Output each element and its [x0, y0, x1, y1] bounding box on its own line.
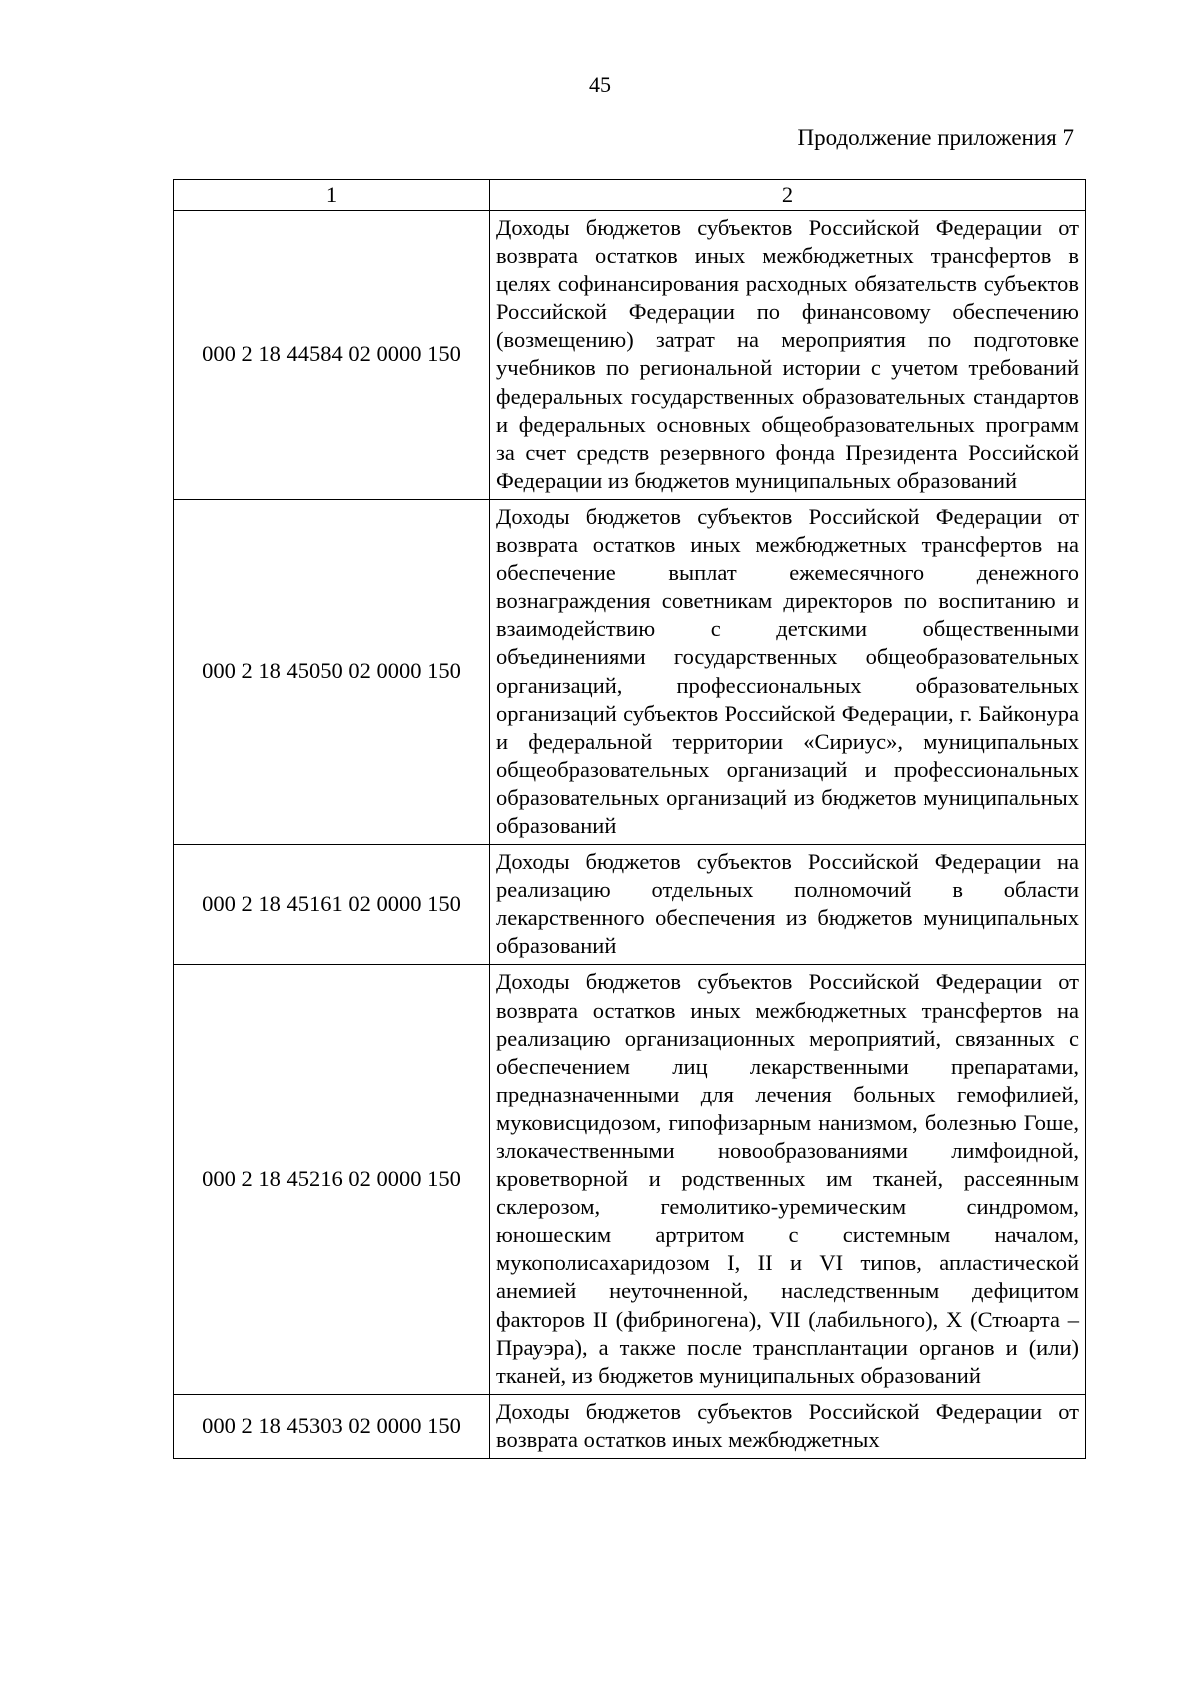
description-cell: Доходы бюджетов субъектов Российской Федерации на реализацию отдельных полномочий в области лекарственного обеспечения из бюджетов муниципальных образований	[490, 845, 1086, 965]
description-cell: Доходы бюджетов субъектов Российской Федерации от возврата остатков иных межбюджетных	[490, 1394, 1086, 1458]
description-cell: Доходы бюджетов субъектов Российской Федерации от возврата остатков иных межбюджетных трансфертов в целях софинансирования расходных обязательств субъектов Российской Федерации по финансовому обеспечению (возмещению) затрат на мероприятия по подготовке учебников по региональной истории с учетом требований федеральных государственных образовательных стандартов и федеральных основных общеобразовательных программ за счет средств резервного фонда Президента Российской Федерации из бюджетов муниципальных образований	[490, 211, 1086, 500]
column-header-code: 1	[174, 180, 490, 211]
appendix-note: Продолжение приложения 7	[797, 125, 1074, 150]
table-row	[174, 965, 1086, 1394]
table-row	[174, 211, 1086, 500]
budget-code-cell: 000 2 18 45216 02 0000 150	[174, 965, 490, 1394]
budget-code-cell: 000 2 18 44584 02 0000 150	[174, 211, 490, 500]
budget-code-cell: 000 2 18 45161 02 0000 150	[174, 845, 490, 965]
budget-codes-table	[173, 179, 1086, 1459]
budget-code-cell: 000 2 18 45050 02 0000 150	[174, 499, 490, 844]
table-row	[174, 1394, 1086, 1458]
table-header-row	[174, 180, 1086, 211]
table-row	[174, 845, 1086, 965]
table-row	[174, 499, 1086, 844]
description-cell: Доходы бюджетов субъектов Российской Федерации от возврата остатков иных межбюджетных трансфертов на обеспечение выплат ежемесячного денежного вознаграждения советникам директоров по воспитанию и взаимодействию с детскими общественными объединениями государственных общеобразовательных организаций, профессиональных образовательных организаций субъектов Российской Федерации, г. Байконура и федеральной территории «Сириус», муниципальных общеобразовательных организаций и профессиональных образовательных организаций из бюджетов муниципальных образований	[490, 499, 1086, 844]
column-header-description: 2	[490, 180, 1086, 211]
page-number: 45	[589, 72, 611, 97]
budget-code-cell: 000 2 18 45303 02 0000 150	[174, 1394, 490, 1458]
description-cell: Доходы бюджетов субъектов Российской Федерации от возврата остатков иных межбюджетных трансфертов на реализацию организационных мероприятий, связанных с обеспечением лиц лекарственными препаратами, предназначенными для лечения больных гемофилией, муковисцидозом, гипофизарным нанизмом, болезнью Гоше, злокачественными новообразованиями лимфоидной, кроветворной и родственных им тканей, рассеянным склерозом, гемолитико-уремическим синдромом, юношеским артритом с системным началом, мукополисахаридозом I, II и VI типов, апластической анемией неуточненной, наследственным дефицитом факторов II (фибриногена), VII (лабильного), X (Стюарта – Прауэра), а также после трансплантации органов и (или) тканей, из бюджетов муниципальных образований	[490, 965, 1086, 1394]
